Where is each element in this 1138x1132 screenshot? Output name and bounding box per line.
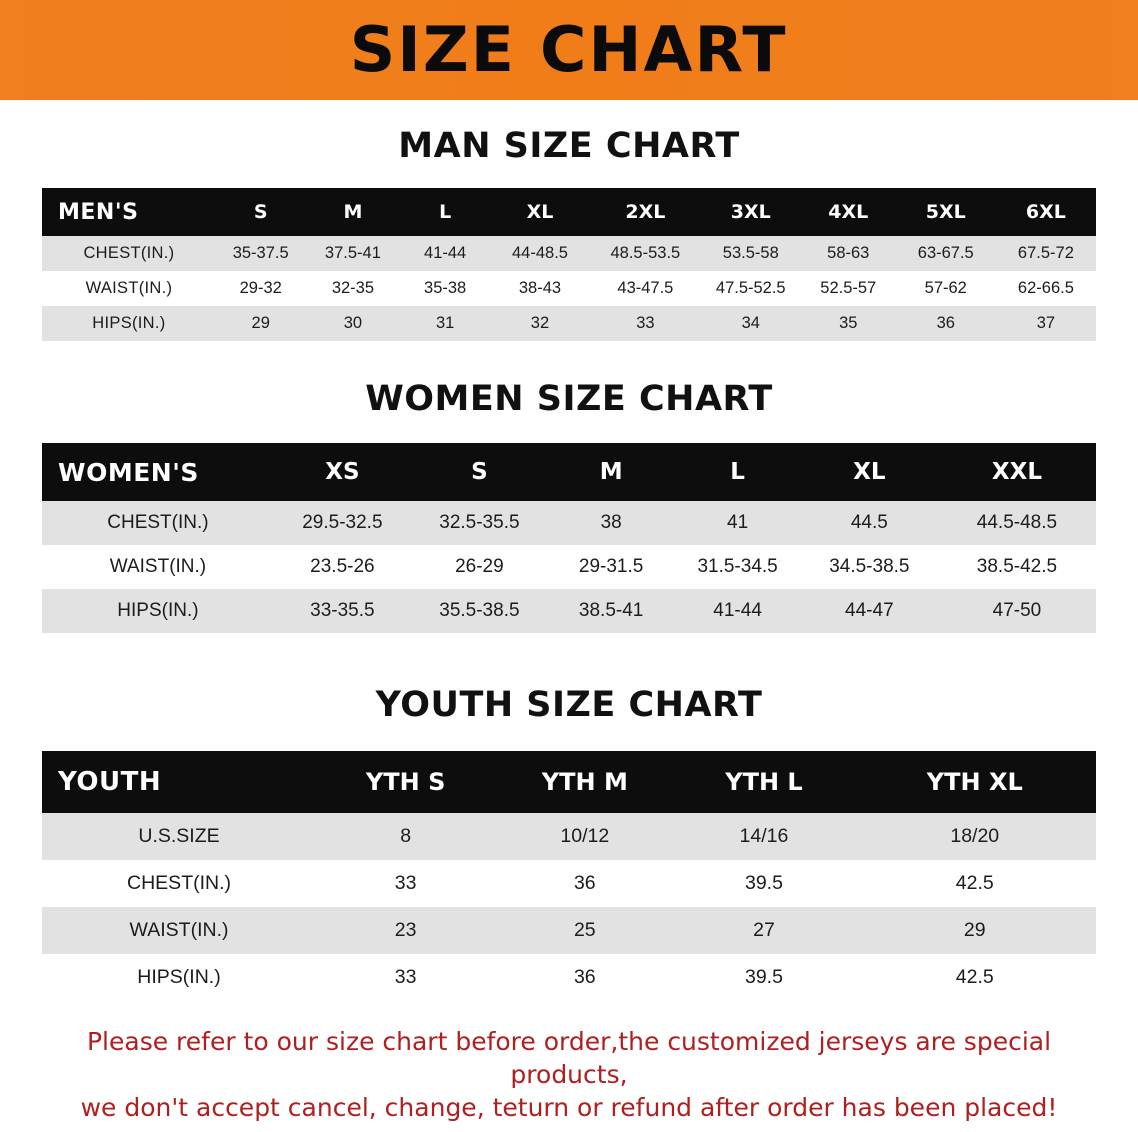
man-header-cell-7: 4XL xyxy=(801,188,896,236)
man-cell-1-2: 35-38 xyxy=(400,271,490,306)
women-header-cell-3: M xyxy=(548,443,674,501)
man-cell-0-5: 53.5-58 xyxy=(701,236,801,271)
women-table-wrapper xyxy=(42,443,1096,633)
youth-cell-0-0: 8 xyxy=(316,813,495,860)
women-cell-0-3: 41 xyxy=(674,501,800,545)
women-size-table xyxy=(42,443,1096,633)
man-header-cell-0: MEN'S xyxy=(42,188,216,236)
women-header-cell-1: XS xyxy=(274,443,411,501)
man-header-cell-2: M xyxy=(305,188,400,236)
table-row xyxy=(42,306,1096,341)
man-header-cell-4: XL xyxy=(490,188,590,236)
man-row-2-label: HIPS(IN.) xyxy=(42,306,216,341)
women-cell-0-2: 38 xyxy=(548,501,674,545)
man-cell-0-7: 63-67.5 xyxy=(896,236,996,271)
man-header-cell-5: 2XL xyxy=(590,188,701,236)
man-cell-0-3: 44-48.5 xyxy=(490,236,590,271)
man-cell-1-0: 29-32 xyxy=(216,271,306,306)
women-cell-0-0: 29.5-32.5 xyxy=(274,501,411,545)
youth-cell-3-1: 36 xyxy=(495,954,674,1001)
page-title: SIZE CHART xyxy=(350,13,788,86)
women-cell-1-0: 23.5-26 xyxy=(274,545,411,589)
man-cell-1-7: 57-62 xyxy=(896,271,996,306)
women-header-cell-2: S xyxy=(411,443,548,501)
table-row xyxy=(42,501,1096,545)
youth-row-3-label: HIPS(IN.) xyxy=(42,954,316,1001)
women-cell-2-3: 41-44 xyxy=(674,589,800,633)
man-header-cell-3: L xyxy=(400,188,490,236)
youth-cell-3-0: 33 xyxy=(316,954,495,1001)
women-cell-1-2: 29-31.5 xyxy=(548,545,674,589)
women-header-cell-4: L xyxy=(674,443,800,501)
youth-header-cell-2: YTH M xyxy=(495,751,674,813)
man-cell-2-6: 35 xyxy=(801,306,896,341)
table-row xyxy=(42,545,1096,589)
man-cell-1-3: 38-43 xyxy=(490,271,590,306)
youth-cell-2-1: 25 xyxy=(495,907,674,954)
youth-cell-0-2: 14/16 xyxy=(674,813,853,860)
women-cell-1-1: 26-29 xyxy=(411,545,548,589)
man-cell-2-3: 32 xyxy=(490,306,590,341)
banner xyxy=(0,0,1138,100)
women-cell-0-1: 32.5-35.5 xyxy=(411,501,548,545)
man-cell-2-5: 34 xyxy=(701,306,801,341)
man-header-cell-6: 3XL xyxy=(701,188,801,236)
man-cell-0-0: 35-37.5 xyxy=(216,236,306,271)
youth-header-cell-0: YOUTH xyxy=(42,751,316,813)
man-cell-2-2: 31 xyxy=(400,306,490,341)
man-cell-2-0: 29 xyxy=(216,306,306,341)
man-cell-2-1: 30 xyxy=(305,306,400,341)
man-cell-0-4: 48.5-53.5 xyxy=(590,236,701,271)
youth-cell-2-2: 27 xyxy=(674,907,853,954)
man-cell-1-4: 43-47.5 xyxy=(590,271,701,306)
table-row xyxy=(42,813,1096,860)
youth-header-cell-4: YTH XL xyxy=(854,751,1096,813)
women-header-cell-5: XL xyxy=(801,443,938,501)
women-row-0-label: CHEST(IN.) xyxy=(42,501,274,545)
man-cell-1-6: 52.5-57 xyxy=(801,271,896,306)
youth-section-title: YOUTH SIZE CHART xyxy=(375,685,763,725)
man-header-cell-1: S xyxy=(216,188,306,236)
man-cell-0-1: 37.5-41 xyxy=(305,236,400,271)
women-cell-1-5: 38.5-42.5 xyxy=(938,545,1096,589)
youth-header-cell-1: YTH S xyxy=(316,751,495,813)
women-cell-1-4: 34.5-38.5 xyxy=(801,545,938,589)
youth-row-1-label: CHEST(IN.) xyxy=(42,860,316,907)
man-cell-2-8: 37 xyxy=(996,306,1096,341)
man-cell-0-6: 58-63 xyxy=(801,236,896,271)
women-cell-2-1: 35.5-38.5 xyxy=(411,589,548,633)
table-row xyxy=(42,954,1096,1001)
man-cell-2-4: 33 xyxy=(590,306,701,341)
man-table-wrapper xyxy=(42,188,1096,341)
man-row-0-label: CHEST(IN.) xyxy=(42,236,216,271)
youth-cell-2-0: 23 xyxy=(316,907,495,954)
women-cell-2-0: 33-35.5 xyxy=(274,589,411,633)
women-cell-2-4: 44-47 xyxy=(801,589,938,633)
disclaimer-line-2: we don't accept cancel, change, teturn or refund after order has been placed! xyxy=(80,1093,1058,1122)
youth-cell-3-2: 39.5 xyxy=(674,954,853,1001)
table-row xyxy=(42,271,1096,306)
youth-table-wrapper xyxy=(42,751,1096,1001)
youth-cell-1-0: 33 xyxy=(316,860,495,907)
women-section-title: WOMEN SIZE CHART xyxy=(365,379,773,419)
man-cell-2-7: 36 xyxy=(896,306,996,341)
youth-cell-0-3: 18/20 xyxy=(854,813,1096,860)
women-header-cell-6: XXL xyxy=(938,443,1096,501)
youth-cell-3-3: 42.5 xyxy=(854,954,1096,1001)
women-cell-0-5: 44.5-48.5 xyxy=(938,501,1096,545)
table-row xyxy=(42,589,1096,633)
table-row xyxy=(42,907,1096,954)
man-table-header-row xyxy=(42,188,1096,236)
man-cell-0-2: 41-44 xyxy=(400,236,490,271)
man-cell-1-5: 47.5-52.5 xyxy=(701,271,801,306)
youth-row-0-label: U.S.SIZE xyxy=(42,813,316,860)
youth-row-2-label: WAIST(IN.) xyxy=(42,907,316,954)
youth-header-cell-3: YTH L xyxy=(674,751,853,813)
youth-cell-2-3: 29 xyxy=(854,907,1096,954)
youth-cell-1-2: 39.5 xyxy=(674,860,853,907)
youth-cell-0-1: 10/12 xyxy=(495,813,674,860)
disclaimer-line-1: Please refer to our size chart before order,the customized jerseys are special products, xyxy=(86,1027,1052,1089)
youth-cell-1-3: 42.5 xyxy=(854,860,1096,907)
youth-size-table xyxy=(42,751,1096,1001)
youth-table-header-row xyxy=(42,751,1096,813)
man-cell-0-8: 67.5-72 xyxy=(996,236,1096,271)
man-row-1-label: WAIST(IN.) xyxy=(42,271,216,306)
women-row-1-label: WAIST(IN.) xyxy=(42,545,274,589)
women-cell-2-2: 38.5-41 xyxy=(548,589,674,633)
women-row-2-label: HIPS(IN.) xyxy=(42,589,274,633)
man-header-cell-8: 5XL xyxy=(896,188,996,236)
man-section-title: MAN SIZE CHART xyxy=(398,126,740,166)
man-cell-1-1: 32-35 xyxy=(305,271,400,306)
women-header-cell-0: WOMEN'S xyxy=(42,443,274,501)
women-cell-0-4: 44.5 xyxy=(801,501,938,545)
man-cell-1-8: 62-66.5 xyxy=(996,271,1096,306)
man-header-cell-9: 6XL xyxy=(996,188,1096,236)
women-table-header-row xyxy=(42,443,1096,501)
man-size-table xyxy=(42,188,1096,341)
youth-cell-1-1: 36 xyxy=(495,860,674,907)
table-row xyxy=(42,236,1096,271)
women-cell-1-3: 31.5-34.5 xyxy=(674,545,800,589)
disclaimer-note xyxy=(40,1025,1098,1124)
women-cell-2-5: 47-50 xyxy=(938,589,1096,633)
table-row xyxy=(42,860,1096,907)
